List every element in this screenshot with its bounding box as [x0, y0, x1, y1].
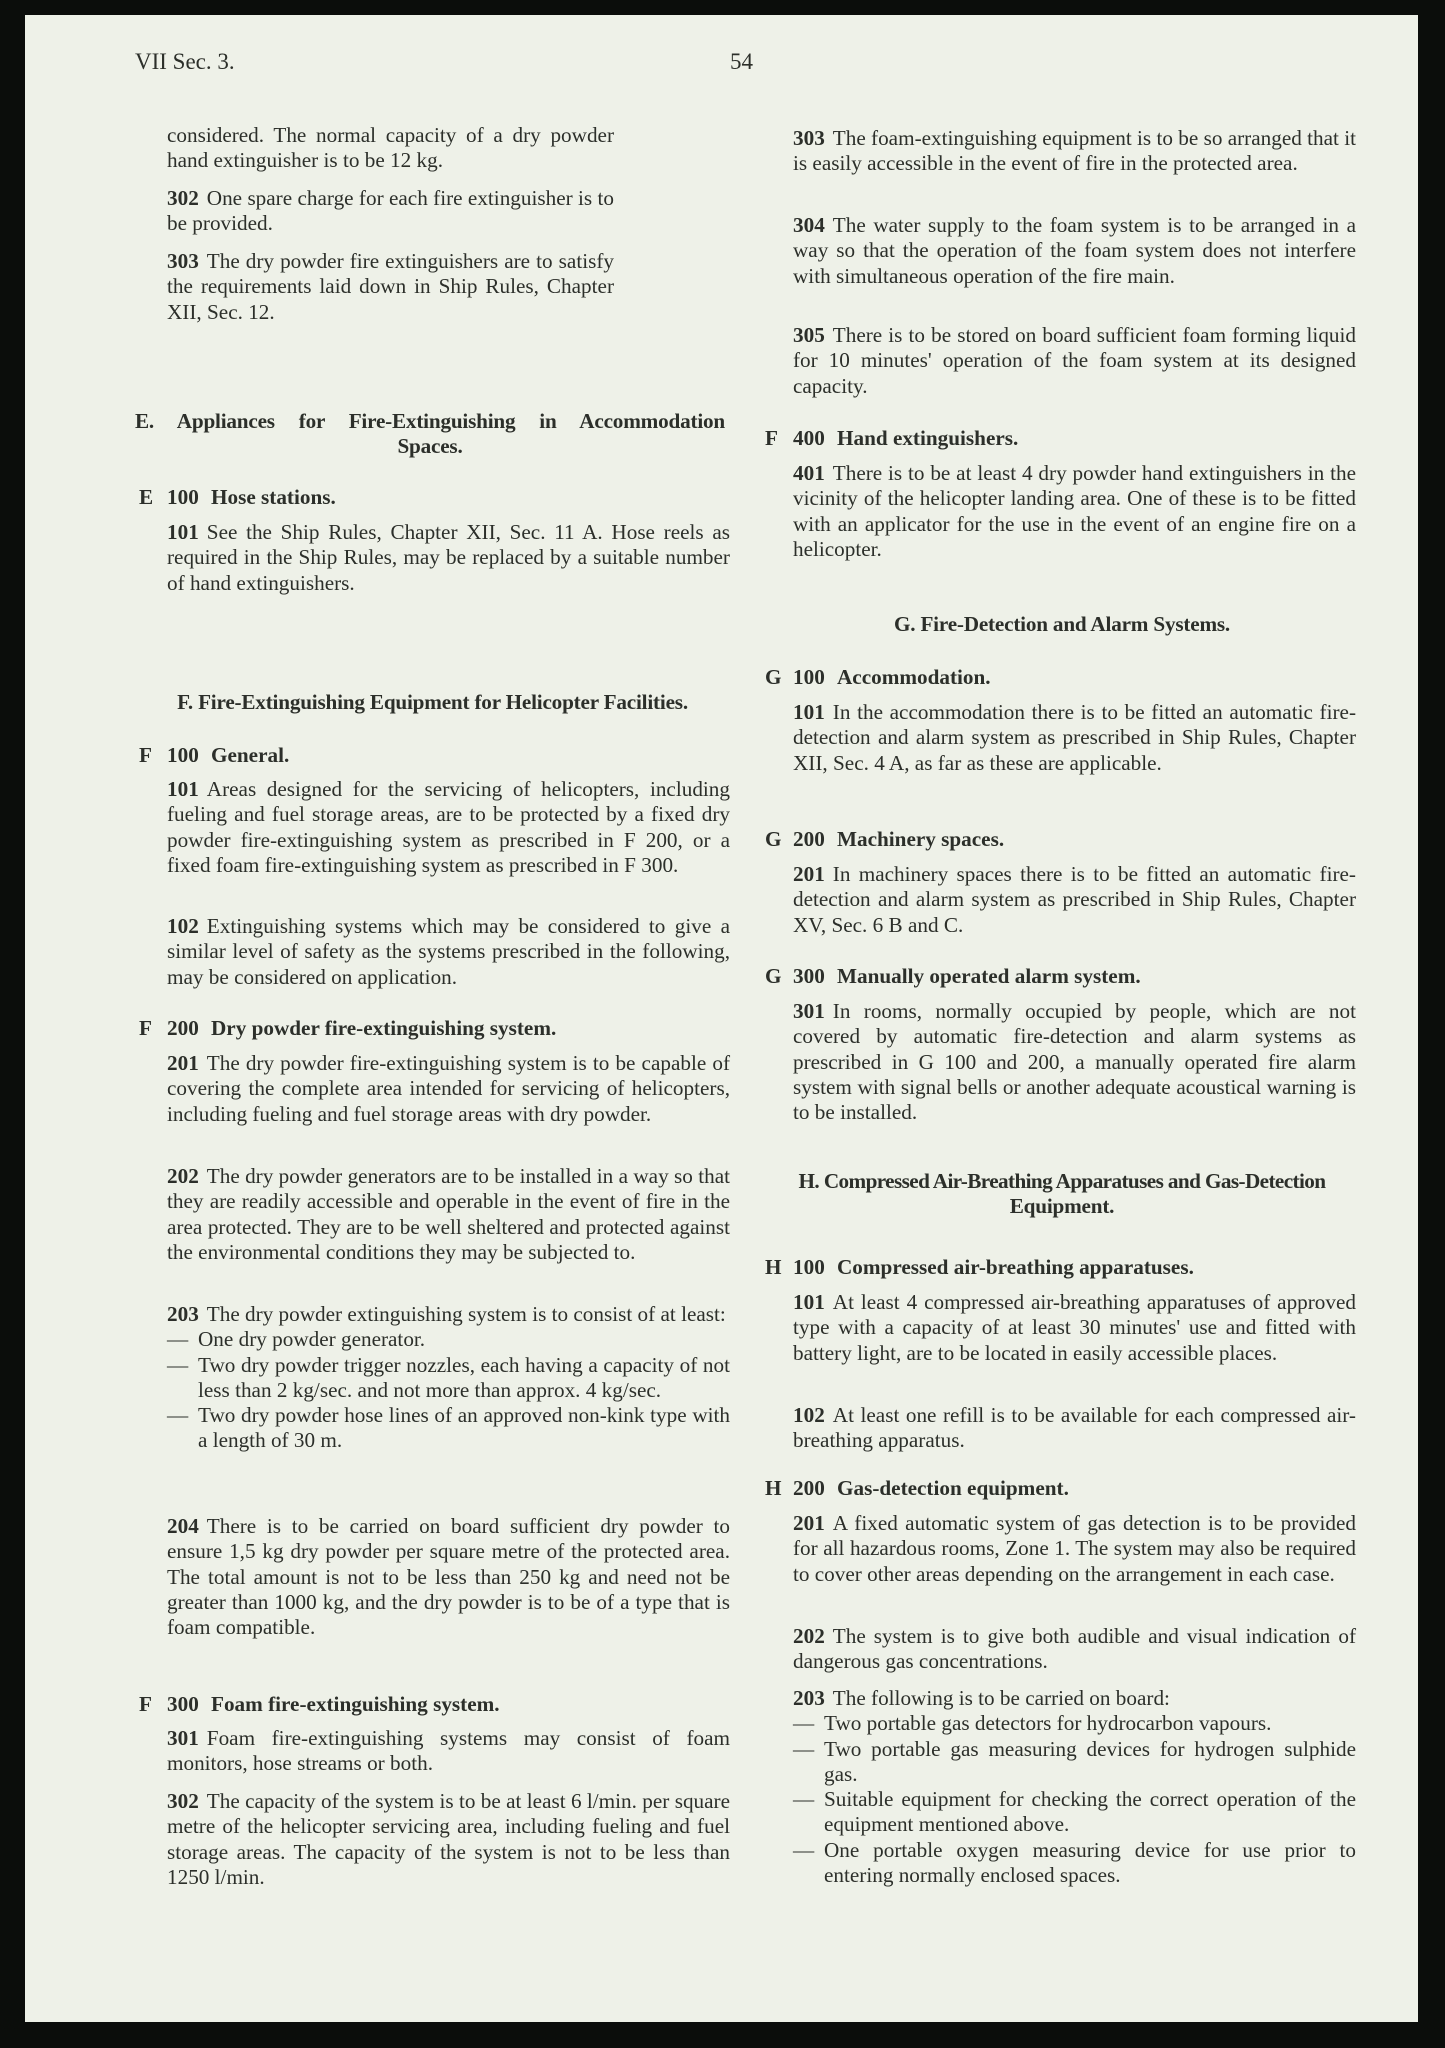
paragraph-number: 304	[793, 213, 825, 237]
list-item-text: Two portable gas detectors for hydrocarbon vapours.	[824, 1711, 1272, 1736]
paragraph-h203	[793, 1686, 1356, 1888]
subsection-code: 200	[793, 1476, 825, 1500]
paragraph-text: The dry powder extinguishing system is to consist of at least:	[206, 1302, 726, 1326]
paragraph-number: 303	[167, 249, 199, 273]
paragraph-f202	[167, 1164, 730, 1265]
list-item-text: Two portable gas measuring devices for hydrogen sulphide gas.	[824, 1736, 1356, 1786]
subsection-title: Compressed air-breathing apparatuses.	[837, 1255, 1194, 1279]
list-item	[793, 1787, 1356, 1838]
list-item-text: Two dry powder hose lines of an approved non-kink type with a length of 30 m.	[198, 1403, 730, 1453]
paragraph-text: The water supply to the foam system is to be arranged in a way so that the operation of the foam system does not interfere with simultaneous operation of the fire main.	[793, 213, 1356, 288]
paragraph-number: 204	[167, 1514, 199, 1538]
list-item	[167, 1353, 730, 1404]
subsection-code: 200	[167, 1016, 199, 1040]
paragraph-302	[167, 186, 614, 237]
paragraph-number: 303	[793, 126, 825, 150]
paragraph-text: The dry powder fire-extinguishing system is to be capable of covering the complete area intended for servicing of helicopters, including fueling and fuel storage areas with dry powder.	[167, 1051, 730, 1126]
list-dash: —	[793, 1787, 815, 1812]
subsection-title: Accommodation.	[837, 665, 991, 689]
subsection-f200	[139, 1016, 730, 1041]
paragraph-number: 101	[793, 700, 825, 724]
subsection-title: Hand extinguishers.	[837, 426, 1019, 450]
paragraph-text: The system is to give both audible and visual indication of dangerous gas concentrations.	[793, 1624, 1356, 1674]
paragraph-text: In machinery spaces there is to be fitted an automatic fire-detection and alarm system as prescribed in Ship Rules, Chapter XV, Sec. 6 B and C.	[793, 862, 1356, 937]
subsection-letter: G	[765, 964, 782, 988]
section-h-heading	[762, 1169, 1362, 1220]
paragraph-number: 201	[167, 1051, 199, 1075]
paragraph-number: 203	[167, 1302, 199, 1326]
paragraph-g301	[793, 999, 1356, 1125]
subsection-code: 300	[793, 964, 825, 988]
paragraph-number: 202	[793, 1624, 825, 1648]
paragraph-f201	[167, 1051, 730, 1127]
gas-equipment-list	[793, 1711, 1356, 1888]
paragraph-number: 102	[793, 1403, 825, 1427]
paragraph-text: In rooms, normally occupied by people, which are not covered by automatic fire-detection and alarm systems as prescribed in G 100 and 200, a manually operated fire alarm system with signal bells or another adequate acoustical warning is to be installed.	[793, 999, 1356, 1125]
section-e-title-line1: E. Appliances for Fire-Extinguishing in Accommodation	[135, 409, 725, 433]
paragraph-text: The dry powder generators are to be installed in a way so that they are readily accessible and operable in the event of fire in the area protected. They are to be well sheltered and protected against the environmental conditions they may be subjected to.	[167, 1164, 730, 1264]
subsection-letter: F	[139, 743, 152, 767]
subsection-title: Hose stations.	[211, 485, 336, 509]
subsection-code: 200	[793, 827, 825, 851]
subsection-g300	[765, 964, 1356, 989]
subsection-f400	[765, 426, 1356, 451]
subsection-f300	[139, 1692, 730, 1717]
paragraph-f303	[793, 126, 1356, 177]
section-f-heading: F. Fire-Extinguishing Equipment for Helicopter Facilities.	[177, 690, 688, 714]
list-item	[793, 1711, 1356, 1736]
section-h-title-line1: H. Compressed Air-Breathing Apparatuses and Gas-Detection	[798, 1169, 1326, 1193]
subsection-letter: G	[765, 665, 782, 689]
paragraph-e101	[167, 520, 730, 596]
paragraph-number: 301	[167, 1726, 199, 1750]
subsection-code: 100	[167, 743, 199, 767]
subsection-e100	[139, 485, 730, 510]
paragraph-f302	[167, 1789, 730, 1890]
list-dash: —	[793, 1736, 815, 1761]
subsection-title: Machinery spaces.	[837, 827, 1005, 851]
section-g-heading: G. Fire-Detection and Alarm Systems.	[893, 612, 1231, 636]
subsection-h100	[765, 1255, 1356, 1280]
subsection-f100	[139, 743, 730, 768]
section-e-title-line2: Spaces.	[397, 434, 463, 459]
paragraph-f401	[793, 461, 1356, 562]
list-dash: —	[167, 1403, 189, 1428]
paragraph-h201	[793, 1511, 1356, 1587]
paragraph-text: Foam fire-extinguishing systems may consist of foam monitors, hose streams or both.	[167, 1726, 730, 1776]
subsection-code: 100	[793, 665, 825, 689]
paragraph-text: One spare charge for each fire extinguisher is to be provided.	[167, 186, 614, 236]
list-item-text: Two dry powder trigger nozzles, each having a capacity of not less than 2 kg/sec. and not more than approx. 4 kg/sec.	[198, 1352, 730, 1402]
paragraph-number: 101	[167, 520, 199, 544]
paragraph-number: 101	[167, 777, 199, 801]
subsection-letter: F	[139, 1016, 152, 1040]
paragraph-h202	[793, 1624, 1356, 1675]
paragraph-g201	[793, 862, 1356, 938]
subsection-letter: H	[765, 1476, 782, 1500]
paragraph-f204	[167, 1514, 730, 1640]
subsection-letter: H	[765, 1255, 782, 1279]
section-e-heading	[135, 409, 725, 460]
subsection-g200	[765, 827, 1356, 852]
paragraph-text: The dry powder fire extinguishers are to satisfy the requirements laid down in Ship Rules, Chapter XII, Sec. 12.	[167, 249, 614, 324]
paragraph-text: The following is to be carried on board:	[832, 1686, 1170, 1710]
subsection-letter: F	[765, 426, 778, 450]
section-h-title-line2: Equipment.	[1009, 1194, 1115, 1219]
subsection-g100	[765, 665, 1356, 690]
paragraph-f305	[793, 323, 1356, 399]
paragraph-number: 101	[793, 1290, 825, 1314]
list-dash: —	[167, 1352, 189, 1377]
paragraph-text: There is to be at least 4 dry powder hand extinguishers in the vicinity of the helicopter landing area. One of these is to be fitted with an applicator for the use in the event of an engine fire on a helicopter.	[793, 461, 1356, 561]
paragraph-text: There is to be stored on board sufficient foam forming liquid for 10 minutes' operation of the foam system at its designed capacity.	[793, 323, 1356, 398]
equipment-list	[167, 1327, 730, 1453]
page-number: 54	[730, 49, 753, 74]
list-item-text: Suitable equipment for checking the correct operation of the equipment mentioned above.	[824, 1787, 1356, 1837]
paragraph-f101	[167, 777, 730, 878]
paragraph-text: At least one refill is to be available for each compressed air-breathing apparatus.	[793, 1403, 1356, 1453]
continued-paragraph: considered. The normal capacity of a dry powder hand extinguisher is to be 12 kg.	[167, 123, 614, 173]
running-header-section: VII Sec. 3.	[135, 49, 235, 74]
paragraph-text: The foam-extinguishing equipment is to be so arranged that it is easily accessible in the event of fire in the protected area.	[793, 126, 1356, 176]
list-item	[167, 1403, 730, 1454]
subsection-code: 300	[167, 1692, 199, 1716]
subsection-code: 100	[793, 1255, 825, 1279]
subsection-title: General.	[211, 743, 290, 767]
paragraph-number: 305	[793, 323, 825, 347]
paragraph-number: 302	[167, 1789, 199, 1813]
list-item	[793, 1737, 1356, 1788]
paragraph-number: 302	[167, 186, 199, 210]
paragraph-g101	[793, 700, 1356, 776]
paragraph-h101	[793, 1290, 1356, 1366]
paragraph-f102	[167, 914, 730, 990]
subsection-letter: G	[765, 827, 782, 851]
subsection-code: 100	[167, 485, 199, 509]
paragraph-text: Areas designed for the servicing of helicopters, including fueling and fuel storage areas, are to be protected by a fixed dry powder fire-extinguishing system as prescribed in F 200, or a fixed foam fire-extinguishing system as prescribed in F 300.	[167, 777, 730, 877]
subsection-code: 400	[793, 426, 825, 450]
paragraph-number: 401	[793, 461, 825, 485]
subsection-letter: E	[139, 485, 154, 509]
subsection-letter: F	[139, 1692, 152, 1716]
paragraph-text: At least 4 compressed air-breathing apparatuses of approved type with a capacity of at least 30 minutes' use and fitted with battery light, are to be located in easily accessible places.	[793, 1290, 1356, 1365]
paragraph-text: In the accommodation there is to be fitted an automatic fire-detection and alarm system as prescribed in Ship Rules, Chapter XII, Sec. 4 A, as far as these are applicable.	[793, 700, 1356, 775]
subsection-title: Dry powder fire-extinguishing system.	[211, 1016, 557, 1040]
list-dash: —	[793, 1837, 815, 1862]
paragraph-303	[167, 249, 614, 325]
paragraph-number: 301	[793, 999, 825, 1023]
paragraph-number: 201	[793, 862, 825, 886]
paragraph-number: 201	[793, 1511, 825, 1535]
list-dash: —	[793, 1711, 815, 1736]
list-dash: —	[167, 1327, 189, 1352]
paragraph-number: 102	[167, 914, 199, 938]
subsection-title: Foam fire-extinguishing system.	[211, 1692, 500, 1716]
paragraph-f301	[167, 1726, 730, 1777]
paragraph-text: The capacity of the system is to be at least 6 l/min. per square metre of the helicopter servicing area, including fueling and fuel storage areas. The capacity of the system is not to be less than 1250 l/min.	[167, 1789, 730, 1889]
subsection-h200	[765, 1476, 1356, 1501]
list-item-text: One portable oxygen measuring device for use prior to entering normally enclosed spaces.	[824, 1837, 1356, 1888]
list-item-text: One dry powder generator.	[198, 1327, 426, 1352]
paragraph-f304	[793, 213, 1356, 289]
paragraph-h102	[793, 1403, 1356, 1454]
list-item	[167, 1327, 730, 1352]
paragraph-f203	[167, 1302, 730, 1454]
list-item	[793, 1838, 1356, 1889]
subsection-title: Manually operated alarm system.	[837, 964, 1141, 988]
paragraph-text: Extinguishing systems which may be considered to give a similar level of safety as the systems prescribed in the following, may be considered on application.	[167, 914, 730, 989]
paragraph-text: There is to be carried on board sufficient dry powder to ensure 1,5 kg dry powder per square metre of the protected area. The total amount is not to be less than 250 kg and need not be greater than 1000 kg, and the dry powder is to be of a type that is foam compatible.	[167, 1514, 730, 1640]
paragraph-text: See the Ship Rules, Chapter XII, Sec. 11 A. Hose reels as required in the Ship Rules, may be replaced by a suitable number of hand extinguishers.	[167, 520, 730, 595]
paragraph-number: 202	[167, 1164, 199, 1188]
paragraph-text: A fixed automatic system of gas detection is to be provided for all hazardous rooms, Zone 1. The system may also be required to cover other areas depending on the arrangement in each case.	[793, 1511, 1356, 1586]
paragraph-number: 203	[793, 1686, 825, 1710]
subsection-title: Gas-detection equipment.	[837, 1476, 1069, 1500]
